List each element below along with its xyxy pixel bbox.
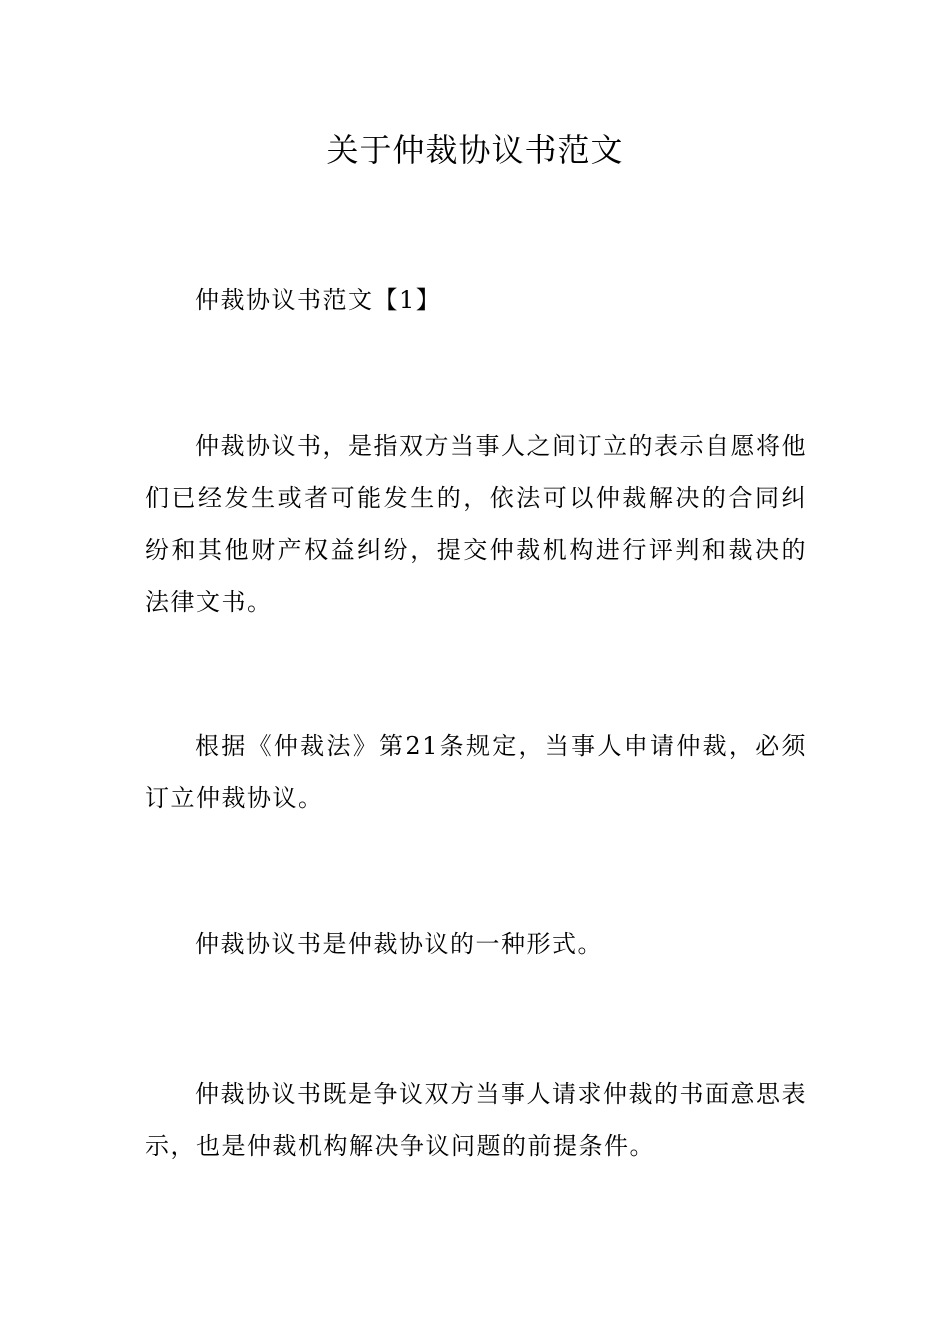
section-heading: 仲裁协议书范文【1】 — [195, 286, 442, 314]
document-title: 关于仲裁协议书范文 — [326, 131, 624, 169]
paragraph-legal-basis: 根据《仲裁法》第21条规定，当事人申请仲裁，必须订立仲裁协议。 — [145, 732, 807, 812]
paragraph-form: 仲裁协议书是仲裁协议的一种形式。 — [195, 930, 603, 958]
paragraph-significance: 仲裁协议书既是争议双方当事人请求仲裁的书面意思表示，也是仲裁机构解决争议问题的前提条件。 — [145, 1080, 807, 1160]
paragraph-definition: 仲裁协议书，是指双方当事人之间订立的表示自愿将他们已经发生或者可能发生的，依法可以仲裁解决的合同纠纷和其他财产权益纠纷，提交仲裁机构进行评判和裁决的法律文书。 — [145, 432, 807, 616]
